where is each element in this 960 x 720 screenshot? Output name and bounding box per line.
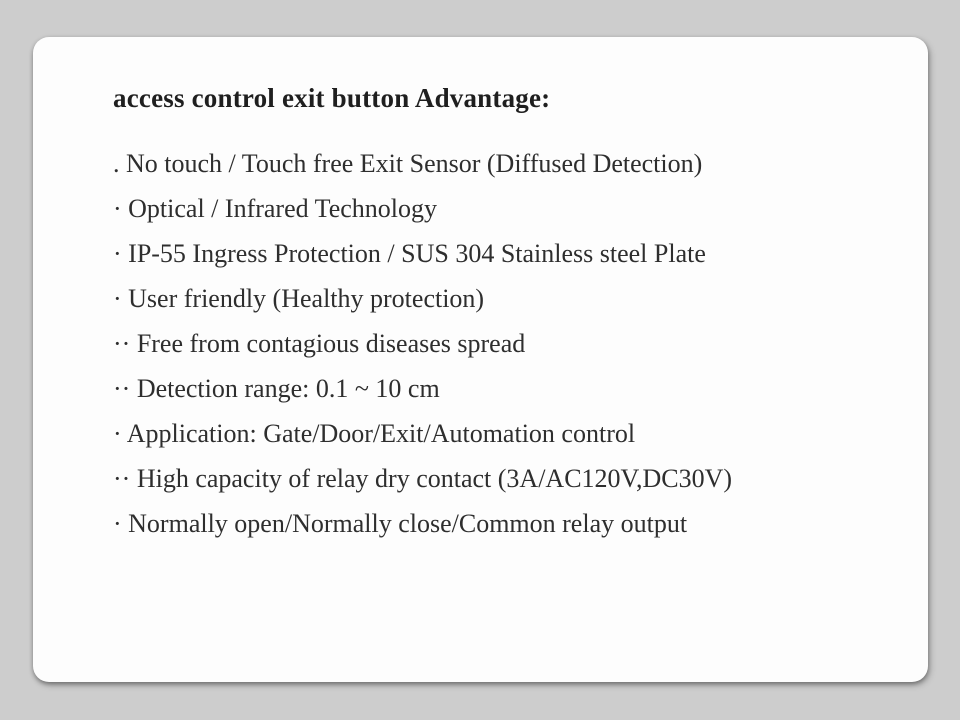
bullet-item-ip55: · IP-55 Ingress Protection / SUS 304 Stainless steel Plate (113, 239, 706, 268)
bullet-item-application: · Application: Gate/Door/Exit/Automation control (113, 419, 636, 448)
bullet-item-detection-range: ·· Detection range: 0.1 ~ 10 cm (113, 374, 440, 403)
slide-card (33, 37, 928, 682)
bullet-item-no-touch: . No touch / Touch free Exit Sensor (Diffused Detection) (113, 149, 703, 178)
slide-title: access control exit button Advantage: (113, 83, 551, 113)
bullet-item-optical: · Optical / Infrared Technology (113, 194, 438, 223)
advantage-bullet-list (113, 141, 888, 546)
bullet-item-relay-capacity: ·· High capacity of relay dry contact (3A/AC120V,DC30V) (113, 464, 733, 493)
bullet-item-contagious: ·· Free from contagious diseases spread (113, 329, 526, 358)
bullet-item-relay-output: · Normally open/Normally close/Common relay output (113, 509, 688, 538)
bullet-item-user-friendly: · User friendly (Healthy protection) (113, 284, 485, 313)
